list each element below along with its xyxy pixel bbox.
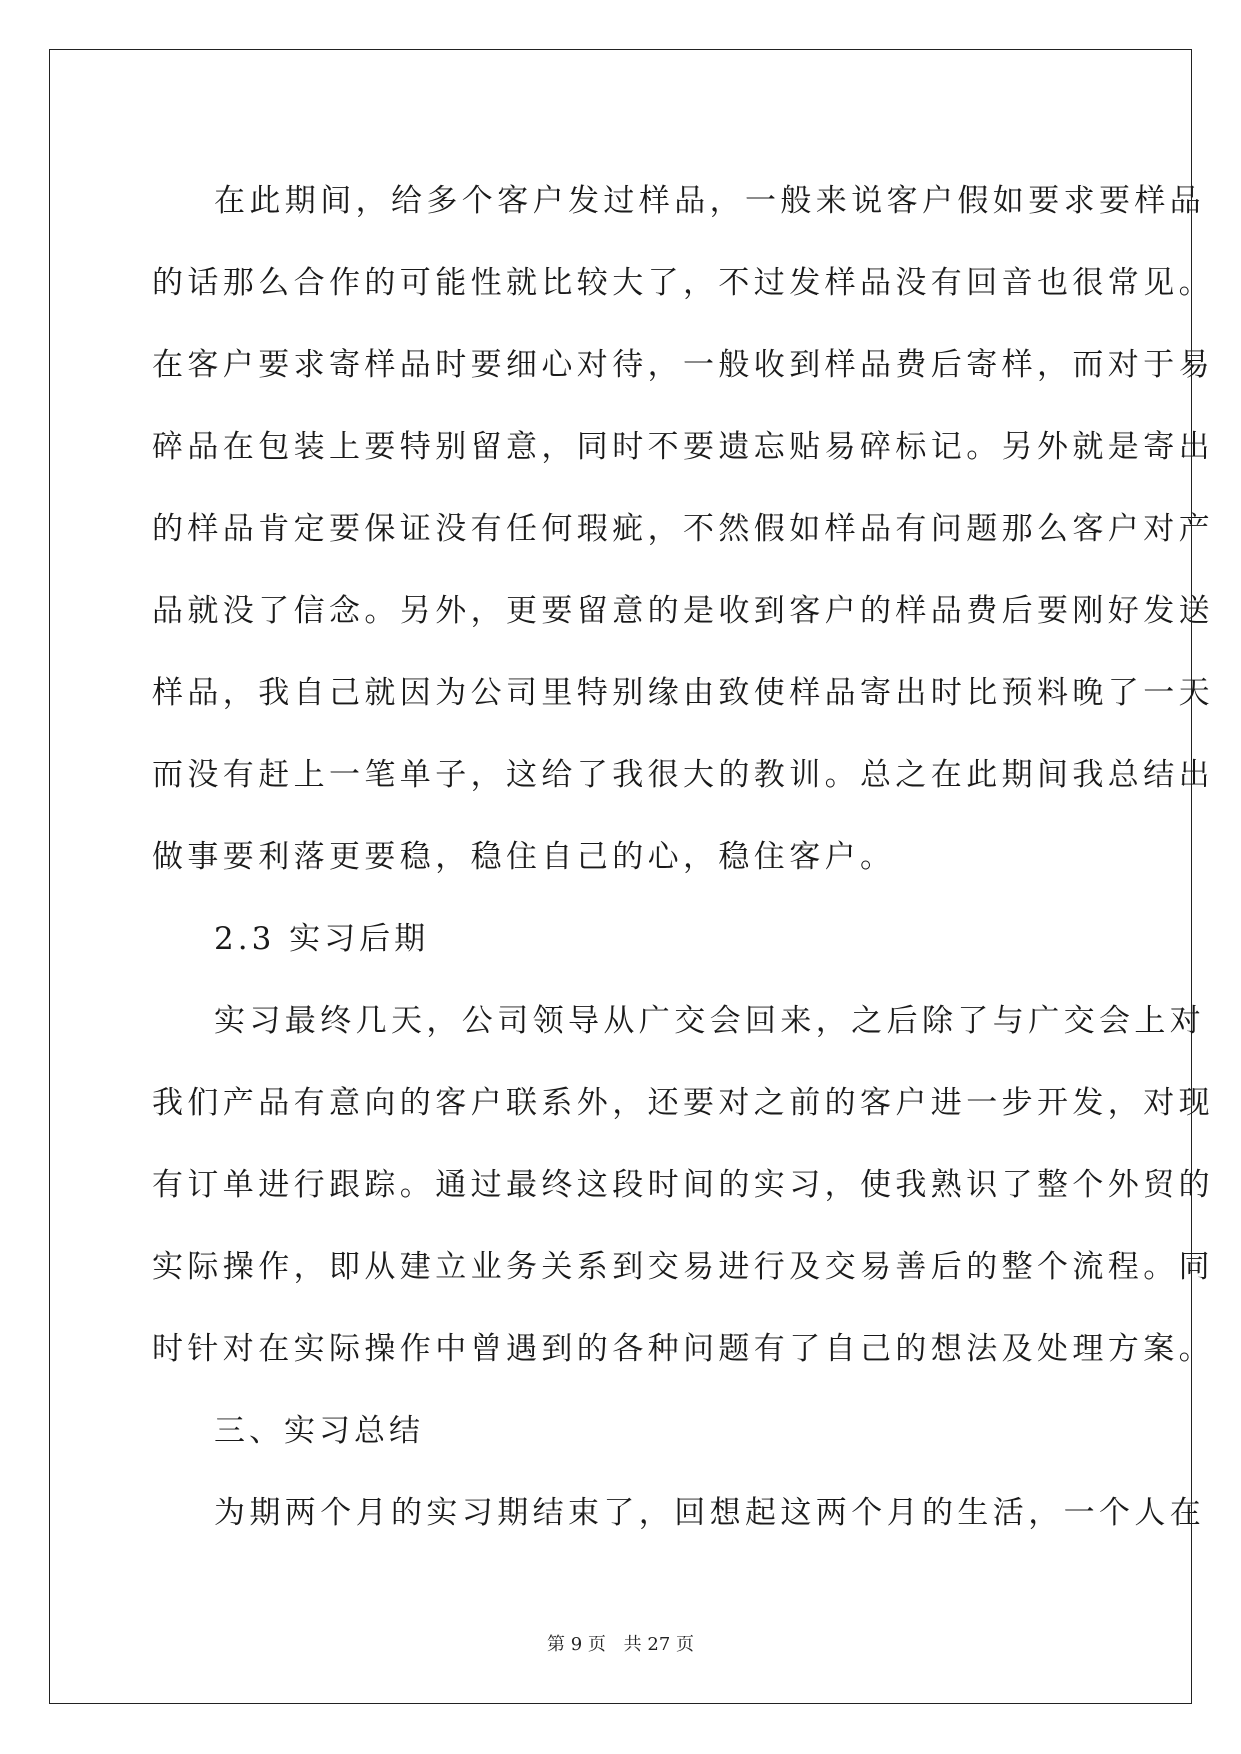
page-footer [0, 1630, 1241, 1656]
paragraph-line: 在此期间，给多个客户发过样品，一般来说客户假如要求要样品 [214, 183, 1206, 219]
paragraph-line: 实习最终几天，公司领导从广交会回来，之后除了与广交会上对 [214, 1003, 1206, 1039]
paragraph-line: 在客户要求寄样品时要细心对待，一般收到样品费后寄样，而对于易 [152, 347, 1214, 383]
section-heading: 2.3 实习后期 [214, 921, 430, 957]
paragraph-line: 时针对在实际操作中曾遇到的各种问题有了自己的想法及处理方案。 [152, 1331, 1214, 1367]
paragraph-line: 有订单进行跟踪。通过最终这段时间的实习，使我熟识了整个外贸的 [152, 1167, 1214, 1203]
paragraph-line: 品就没了信念。另外，更要留意的是收到客户的样品费后要刚好发送 [152, 593, 1214, 629]
paragraph-line: 为期两个月的实习期结束了，回想起这两个月的生活，一个人在 [214, 1495, 1206, 1531]
paragraph-line: 我们产品有意向的客户联系外，还要对之前的客户进一步开发，对现 [152, 1085, 1214, 1121]
paragraph-line: 做事要利落更要稳，稳住自己的心，稳住客户。 [152, 839, 896, 875]
section-heading: 三、实习总结 [214, 1413, 424, 1449]
paragraph-line: 碎品在包装上要特别留意，同时不要遗忘贴易碎标记。另外就是寄出 [152, 429, 1214, 465]
paragraph-line: 实际操作，即从建立业务关系到交易进行及交易善后的整个流程。同 [152, 1249, 1214, 1285]
paragraph-line: 而没有赶上一笔单子，这给了我很大的教训。总之在此期间我总结出 [152, 757, 1214, 793]
paragraph-line: 样品，我自己就因为公司里特别缘由致使样品寄出时比预料晚了一天 [152, 675, 1214, 711]
paragraph-line: 的话那么合作的可能性就比较大了，不过发样品没有回音也很常见。 [152, 265, 1214, 301]
paragraph-line: 的样品肯定要保证没有任何瑕疵，不然假如样品有问题那么客户对产 [152, 511, 1214, 547]
page-number: 第 9 页 [547, 1634, 606, 1655]
document-body [152, 160, 1214, 1554]
page-total: 共 27 页 [623, 1634, 694, 1655]
